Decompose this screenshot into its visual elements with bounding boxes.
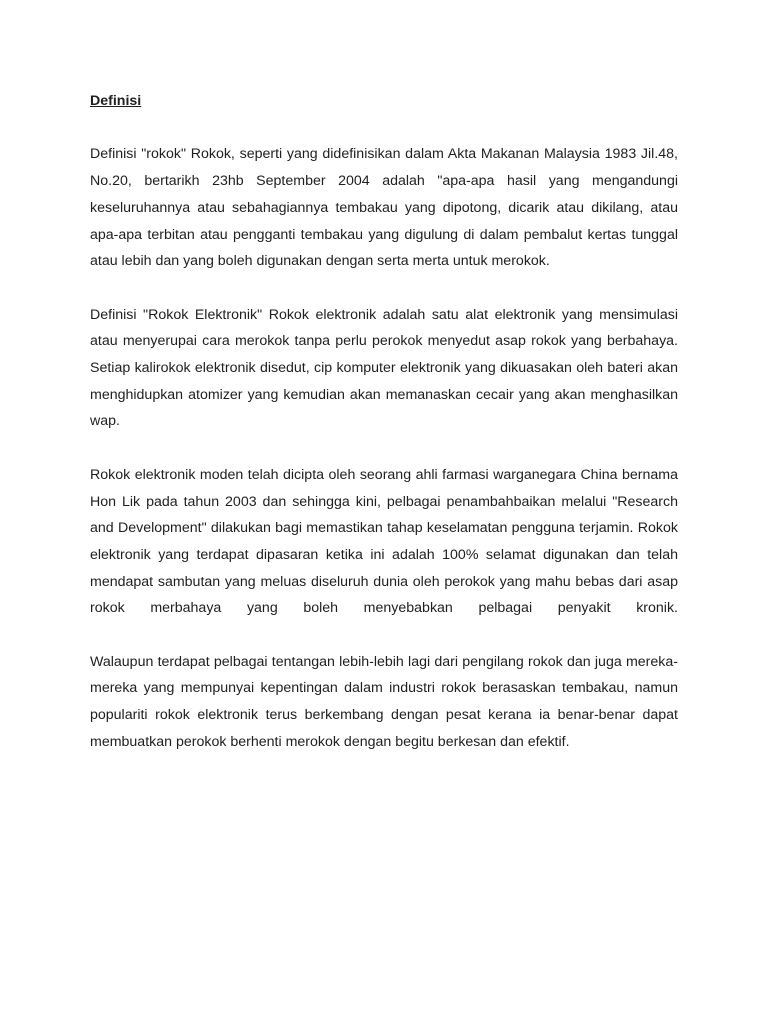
- spacer: [90, 435, 678, 462]
- section-heading: Definisi: [90, 93, 142, 109]
- paragraph-sejarah-rokok-elektronik: Rokok elektronik moden telah dicipta oleh seorang ahli farmasi warganegara China bernama Hon Lik pada tahun 2003 dan sehingga kini, pelbagai penambahbaikan melalui "Research and Development" dilakukan bagi memastikan tahap keselamatan pengguna terjamin. Rokok elektronik yang terdapat dipasaran ketika ini adalah 100% selamat digunakan dan telah mendapat sambutan yang meluas diseluruh dunia oleh perokok yang mahu bebas dari asap rokok merbahaya yang boleh menyebabkan pelbagai penyakit kronik.: [90, 466, 678, 617]
- spacer: [90, 275, 678, 302]
- paragraph-definisi-rokok-elektronik: Definisi "Rokok Elektronik" Rokok elektronik adalah satu alat elektronik yang mensimulasi atau menyerupai cara merokok tanpa perlu perokok menyedut asap rokok yang berbahaya. Setiap kalirokok elektronik disedut, cip komputer elektronik yang dikuasakan oleh bateri akan menghidupkan atomizer yang kemudian akan memanaskan cecair yang akan menghasilkan wap.: [90, 306, 678, 430]
- spacer: [90, 622, 678, 649]
- paragraph-populariti-rokok-elektronik: Walaupun terdapat pelbagai tentangan lebih-lebih lagi dari pengilang rokok dan juga mereka-mereka yang mempunyai kepentingan dalam industri rokok berasaskan tembakau, namun populariti rokok elektronik terus berkembang dengan pesat kerana ia benar-benar dapat membuatkan perokok berhenti merokok dengan begitu berkesan dan efektif.: [90, 653, 678, 750]
- paragraph-definisi-rokok: Definisi "rokok" Rokok, seperti yang didefinisikan dalam Akta Makanan Malaysia 1983 Jil.48, No.20, bertarikh 23hb September 2004 adalah "apa-apa hasil yang mengandungi keseluruhannya atau sebahagiannya tembakau yang dipotong, dicarik atau dikilang, atau apa-apa terbitan atau pengganti tembakau yang digulung di dalam pembalut kertas tunggal atau lebih dan yang boleh digunakan dengan serta merta untuk merokok.: [90, 146, 678, 270]
- spacer: [90, 115, 678, 142]
- document-body: [90, 88, 678, 756]
